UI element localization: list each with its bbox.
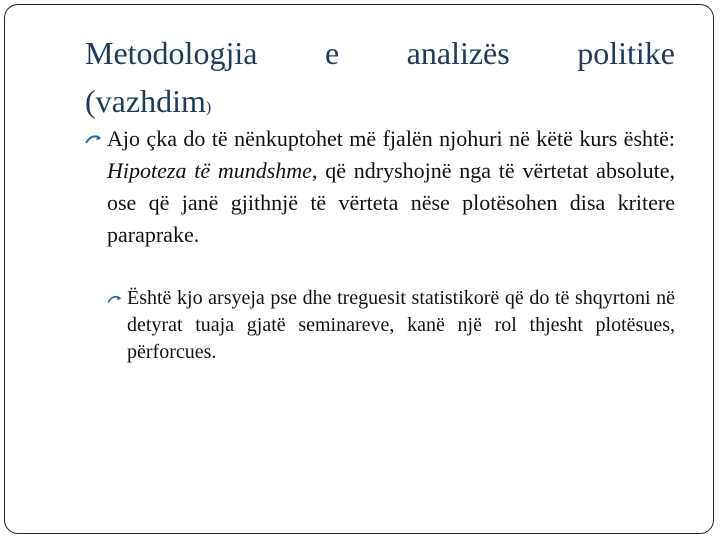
- title-word: Metodologjia: [85, 35, 258, 71]
- bullet-text-after: , që ndryshojnë nga të vërtetat absolute, ose që janë gjithnjë të vërteta nëse plotësohen disa kritere paraprake.: [107, 158, 675, 247]
- title-line2-text: (vazhdim: [85, 83, 206, 119]
- bullet-text-before: Ajo çka do të nënkuptohet më fjalën njohuri në këtë kurs është:: [107, 126, 675, 151]
- title-line-1: [85, 29, 675, 77]
- title-word: e: [324, 35, 340, 71]
- title-closing-paren: ): [205, 99, 212, 116]
- sub-bullet-text: Është kjo arsyeja pse dhe treguesit statistikorë që do të shqyrtoni në detyrat tuaja gjatë seminareve, kanë një rol thjesht plotësues, përforcues.: [127, 287, 675, 363]
- curved-arrow-bullet-icon: [85, 132, 103, 146]
- bullet-text-italic: Hipoteza të mundshme: [107, 158, 312, 183]
- bullet-level-2: [107, 285, 675, 366]
- curved-arrow-bullet-icon: [107, 293, 123, 305]
- title-word: politike: [577, 35, 675, 71]
- slide-frame: [4, 4, 714, 534]
- bullet-level-1: [85, 123, 675, 251]
- slide-title: [85, 29, 675, 132]
- title-word: analizës: [406, 35, 510, 71]
